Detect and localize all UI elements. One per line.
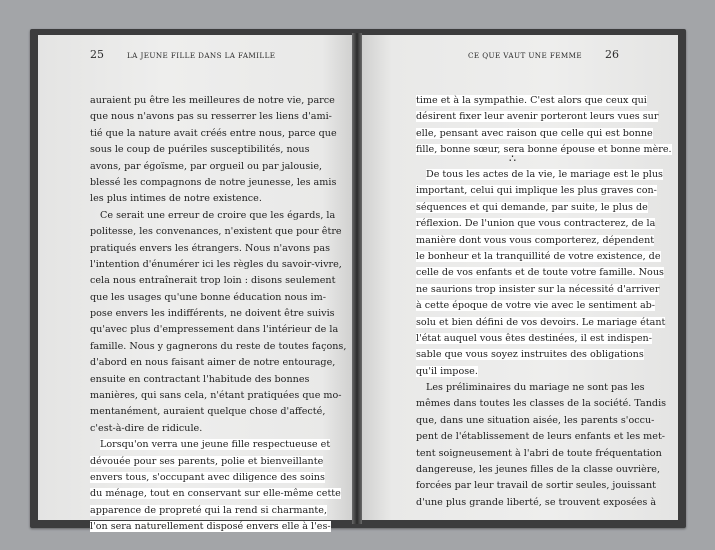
text-line	[90, 454, 324, 470]
text-line-content: séquences et qui demande, par suite, le plus de	[416, 201, 648, 213]
section-ornament: ∴	[509, 152, 516, 165]
text-line-content: fille, bonne sœur, sera bonne épouse et bonne mère.	[416, 144, 672, 156]
text-line	[416, 216, 656, 232]
text-line	[416, 446, 662, 462]
text-line-content: apparence de propreté qui la rend si charmante,	[90, 504, 328, 516]
text-line-content: De tous les actes de la vie, le mariage est le plus	[426, 169, 663, 180]
text-line-content: politesse, les convenances, n'existent que pour être	[90, 226, 342, 238]
text-line-content: famille. Nous y gagnerons du reste de toutes façons,	[90, 340, 347, 352]
text-line-content: ne saurions trop insister sur la nécessité d'arriver	[416, 283, 660, 295]
text-line	[90, 470, 325, 486]
text-line	[90, 486, 341, 502]
text-line	[416, 183, 657, 199]
right-running-head: CE QUE VAUT UNE FEMME	[468, 51, 583, 60]
text-line-content: mêmes dans toutes les classes de la société. Tandis	[416, 398, 667, 410]
text-line	[90, 93, 335, 109]
text-line	[90, 257, 342, 273]
text-line	[416, 495, 657, 511]
text-line-content: le bonheur et la tranquillité de votre existence, de	[416, 250, 661, 262]
text-line	[90, 503, 328, 519]
text-line-content: tié que la nature avait créés entre nous, parce que	[90, 127, 337, 139]
text-line-content: l'état auquel vous êtes destinées, il est indispen-	[416, 332, 652, 344]
text-line-content: Ce serait une erreur de croire que les égards, la	[100, 209, 336, 221]
text-line-content: d'une plus grande liberté, se trouvent exposées à	[416, 496, 657, 508]
text-line-content: cela nous entraînerait trop loin : disons seulement	[90, 275, 336, 287]
text-line-content: forcées par leur travail de sortir seules, jouissant	[416, 480, 657, 492]
text-line-content: important, celui qui implique les plus graves con-	[416, 185, 657, 197]
text-line	[90, 339, 347, 355]
text-line	[90, 306, 335, 322]
text-line	[90, 142, 310, 158]
right-page-number: 26	[605, 48, 619, 61]
text-line-content: qu'il impose.	[416, 365, 478, 377]
text-line	[90, 208, 336, 224]
text-line	[90, 372, 310, 388]
text-line-content: pratiqués envers les étrangers. Nous n'avons pas	[90, 242, 331, 254]
text-line-content: Les préliminaires du mariage ne sont pas les	[426, 382, 645, 394]
text-line-content: que nous n'avons pas su resserrer les liens d'ami-	[90, 111, 332, 123]
text-line	[416, 93, 647, 109]
text-line-content: mentanément, auraient quelque chose d'affecté,	[90, 406, 326, 418]
text-line-content: pent de l'établissement de leurs enfants et les met-	[416, 431, 666, 443]
text-line	[90, 273, 336, 289]
text-line	[90, 437, 331, 453]
text-line-content: sous le coup de puériles susceptibilités, nous	[90, 144, 310, 156]
text-line-content: à cette époque de votre vie avec le sentiment ab-	[416, 300, 656, 312]
text-line	[90, 388, 342, 404]
text-line-content: du ménage, tout en conservant sur elle-même cette	[90, 488, 341, 500]
text-line	[416, 265, 664, 281]
text-line-content: réflexion. De l'union que vous contracterez, de la	[416, 218, 656, 230]
text-line	[90, 224, 342, 240]
text-line-content: manières, qui sans cela, n'étant pratiquées que mo-	[90, 390, 342, 402]
text-line	[90, 355, 336, 371]
text-line	[90, 290, 326, 306]
text-line-content: blessé les compagnons de notre jeunesse, les amis	[90, 176, 337, 188]
text-line	[416, 167, 663, 183]
text-line-content: l'on sera naturellement disposé envers elle à l'es-	[90, 521, 331, 533]
right-running-head-wrap	[468, 50, 582, 61]
text-line	[416, 109, 659, 125]
text-line	[90, 241, 331, 257]
text-line	[416, 142, 672, 158]
text-line-content: time et à la sympathie. C'est alors que ceux qui	[416, 95, 647, 106]
text-line	[416, 315, 666, 331]
right-page-text-top	[416, 93, 672, 159]
text-line-content: sable que vous soyez instruites des obligations	[416, 349, 644, 361]
text-line-content: manière dont vous vous comporterez, dépendent	[416, 234, 655, 246]
text-line	[90, 404, 326, 420]
text-line	[416, 347, 644, 363]
text-line	[416, 249, 661, 265]
left-page-header	[90, 48, 104, 61]
text-line	[416, 126, 653, 142]
text-line	[90, 159, 323, 175]
text-line-content: elle, pensant avec raison que celle qui est bonne	[416, 127, 653, 139]
text-line-content: c'est-à-dire de ridicule.	[90, 422, 203, 434]
text-line-content: que, dans une situation aisée, les parents s'occu-	[416, 414, 655, 426]
text-line	[416, 462, 661, 478]
text-line-content: avons, par égoïsme, par orgueil ou par jalousie,	[90, 160, 323, 172]
right-page-header	[605, 48, 619, 61]
text-line	[416, 298, 656, 314]
text-line	[416, 380, 645, 396]
text-line	[90, 191, 304, 207]
text-line	[416, 429, 666, 445]
text-line-content: dévouée pour ses parents, polie et bienveillante	[90, 455, 324, 467]
text-line	[90, 126, 337, 142]
text-line-content: les plus intimes de notre existence.	[90, 193, 262, 205]
text-line-content: pose envers les indifférents, ne doivent être suivis	[90, 308, 335, 320]
text-line-content: l'intention d'énumérer ici les règles du savoir-vivre,	[90, 258, 342, 270]
text-line-content: d'abord en nous faisant aimer de notre entourage,	[90, 357, 336, 369]
text-line	[90, 322, 339, 338]
text-line-content: désirent fixer leur avenir porteront leurs vues sur	[416, 111, 659, 123]
text-line	[90, 421, 304, 437]
left-running-head-wrap	[127, 50, 275, 61]
text-line-content: ensuite en contractant l'habitude des bonnes	[90, 373, 310, 385]
text-line-content: solu et bien défini de vos devoirs. Le mariage étant	[416, 316, 666, 328]
text-line	[416, 200, 648, 216]
book-spine-gutter	[352, 33, 362, 524]
text-line-content: celle de vos enfants et de toute votre famille. Nous	[416, 267, 664, 279]
text-line-content: que les usages qu'une bonne éducation nous im-	[90, 291, 326, 303]
right-page-text-bottom	[416, 167, 667, 511]
text-line	[416, 478, 657, 494]
text-line	[416, 233, 655, 249]
text-line	[416, 413, 655, 429]
text-line	[416, 364, 616, 380]
text-line-content: Lorsqu'on verra une jeune fille respectueuse et	[100, 439, 331, 451]
text-line	[90, 175, 337, 191]
text-line-content: envers tous, s'occupant avec diligence des soins	[90, 471, 325, 483]
text-line-content: auraient pu être les meilleures de notre vie, parce	[90, 95, 335, 106]
left-page-text	[90, 93, 347, 536]
text-line	[90, 519, 331, 535]
text-line	[90, 109, 332, 125]
text-line-content: tent soigneusement à l'abri de toute fréquentation	[416, 447, 662, 459]
text-line	[416, 282, 660, 298]
left-page-number: 25	[90, 48, 104, 61]
left-running-head: LA JEUNE FILLE DANS LA FAMILLE	[127, 51, 276, 60]
text-line	[416, 396, 667, 412]
text-line-content: qu'avec plus d'empressement dans l'intérieur de la	[90, 324, 339, 336]
text-line	[416, 331, 652, 347]
text-line-content: dangereuse, les jeunes filles de la classe ouvrière,	[416, 464, 661, 476]
